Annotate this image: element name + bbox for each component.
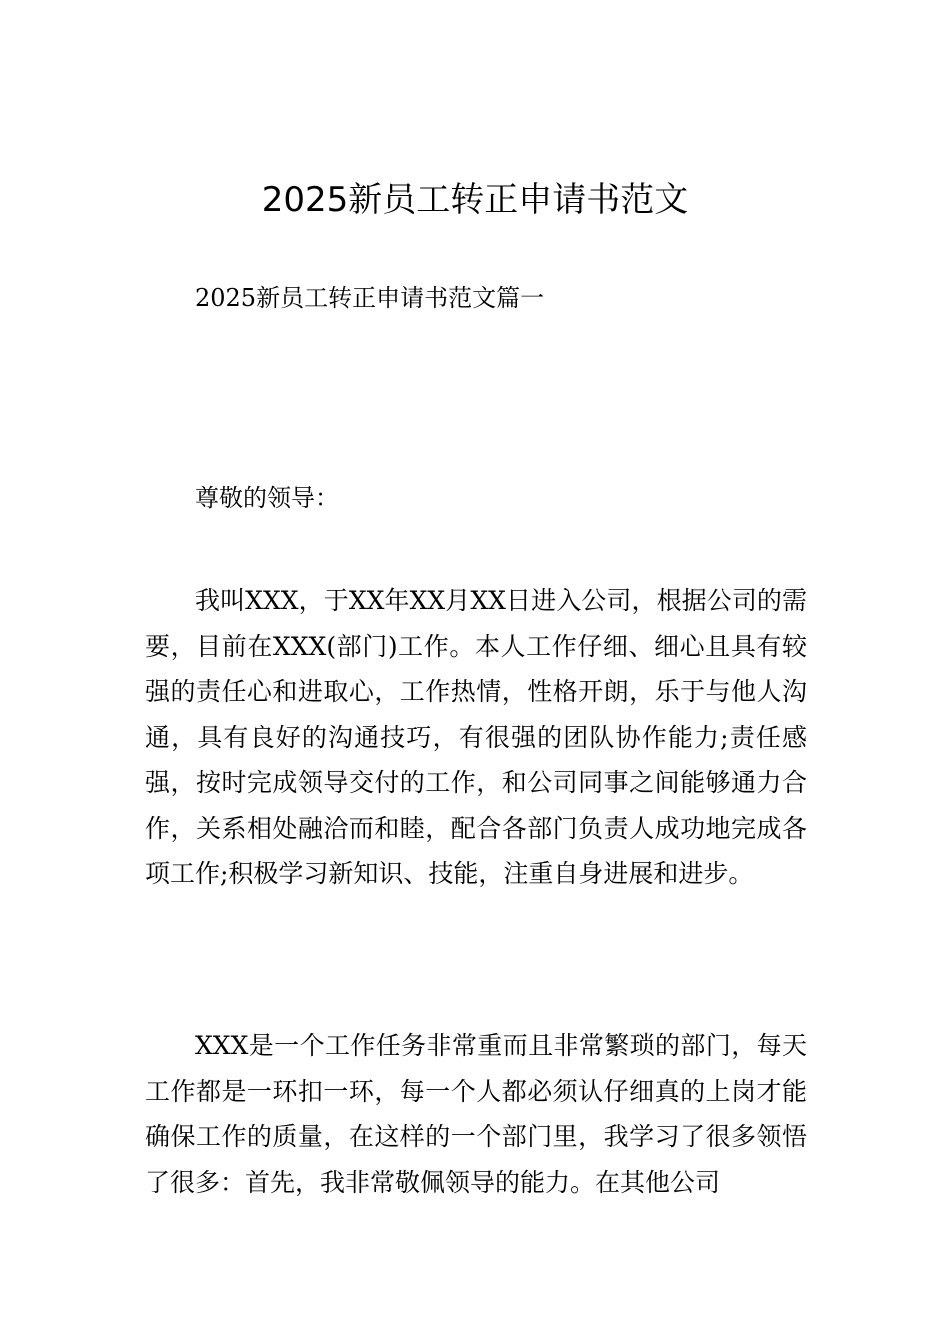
salutation: 尊敬的领导： xyxy=(195,484,339,512)
body-paragraph-1: 我叫XXX，于XX年XX月XX日进入公司，根据公司的需要，目前在XXX(部门)工作。本人工作仔细、细心且具有较强的责任心和进取心，工作热情，性格开朗，乐于与他人沟通，具有良好的沟通技巧，有很强的团队协作能力;责任感强，按时完成领导交付的工作，和公司同事之间能够通力合作，关系相处融洽而和睦，配合各部门负责人成功地完成各项工作;积极学习新知识、技能，注重自身进展和进步。 xyxy=(145,586,807,888)
body-paragraph-2: XXX是一个工作任务非常重而且非常繁琐的部门，每天工作都是一环扣一环，每一个人都必须认仔细真的上岗才能确保工作的质量，在这样的一个部门里，我学习了很多领悟了很多：首先，我非常敬佩领导的能力。在其他公司 xyxy=(145,1031,807,1197)
section-heading: 2025新员工转正申请书范文篇一 xyxy=(195,284,545,312)
document-title: 2025新员工转正申请书范文 xyxy=(261,180,689,220)
